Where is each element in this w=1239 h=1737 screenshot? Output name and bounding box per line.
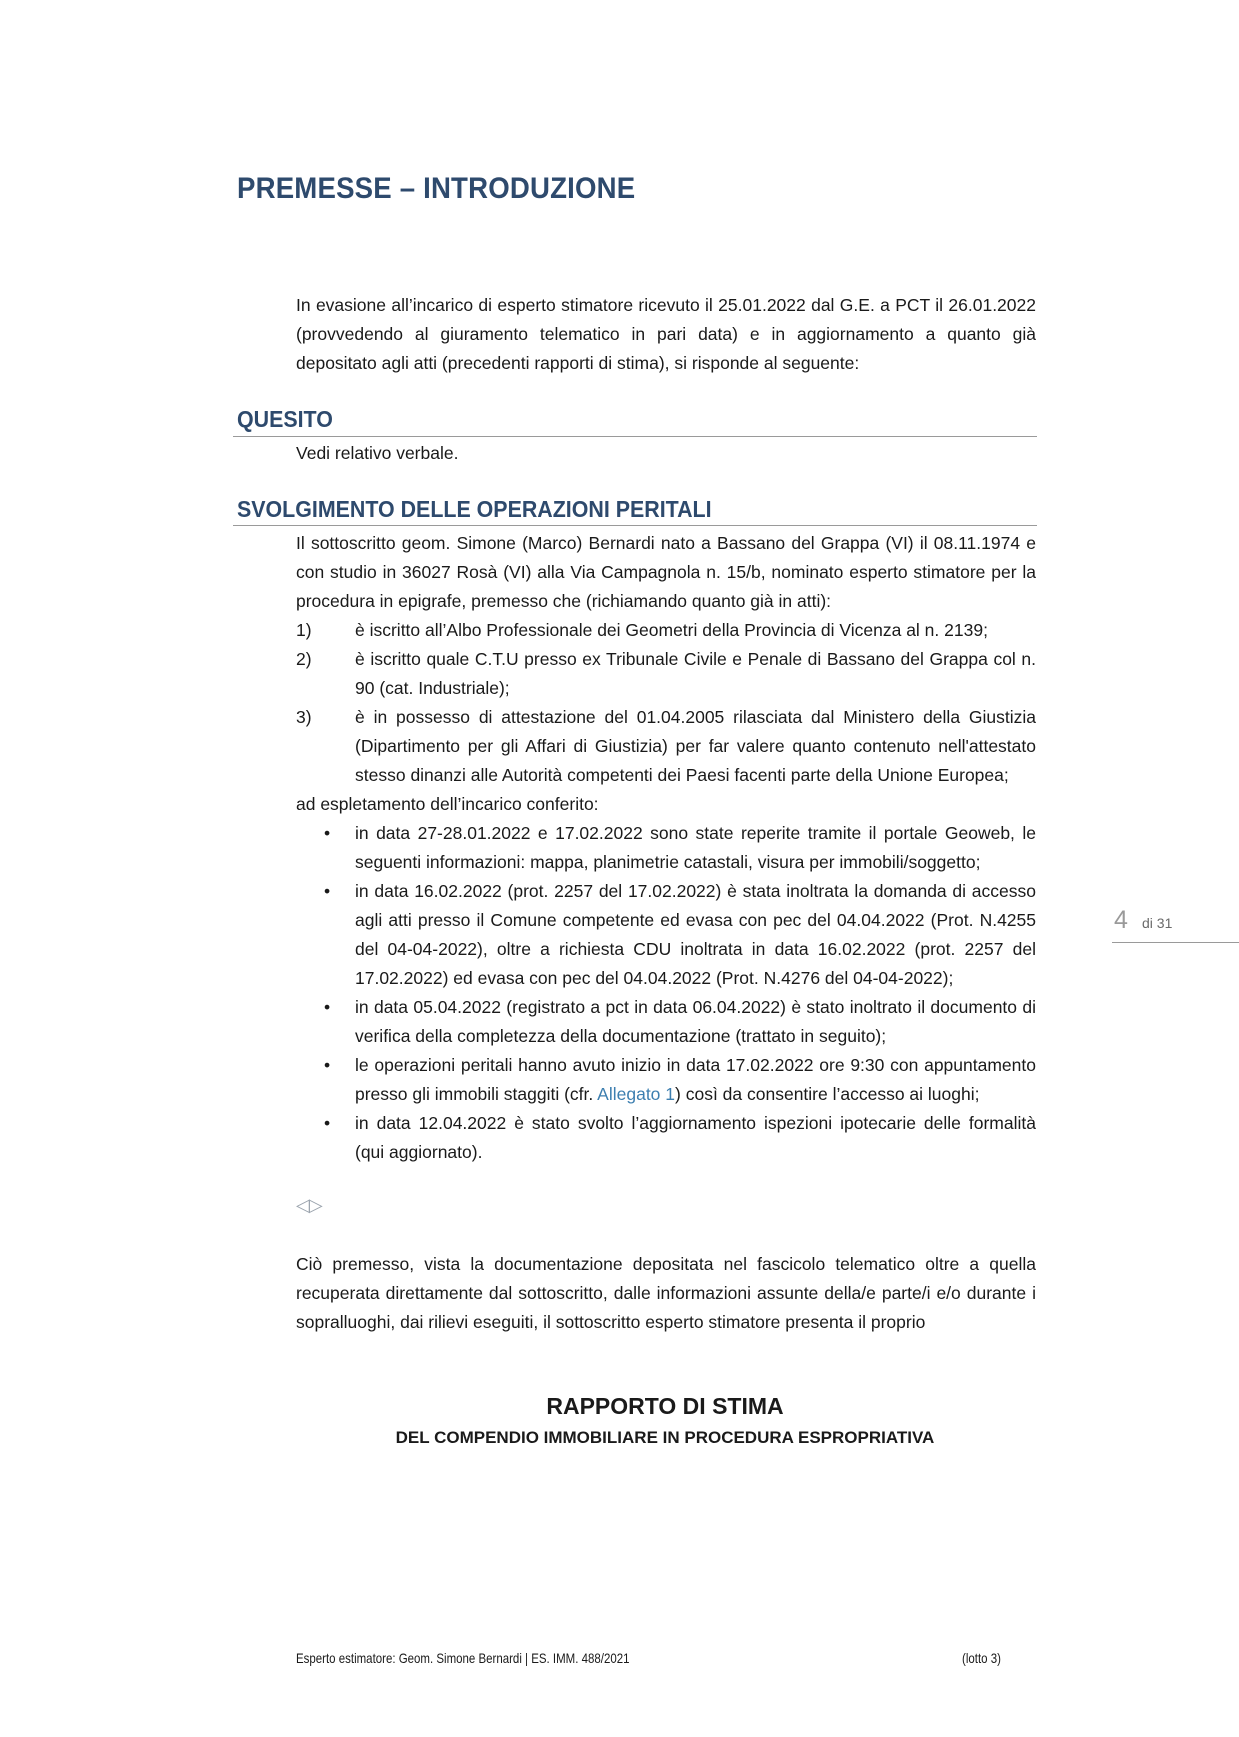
- operations-list: [296, 819, 1036, 1167]
- list-item-text: è iscritto all’Albo Professionale dei Geometri della Provincia di Vicenza al n. 2139;: [355, 620, 988, 640]
- page-number-rule: [1112, 942, 1239, 943]
- list-item-text: in data 27-28.01.2022 e 17.02.2022 sono state reperite tramite il portale Geoweb, le seguenti informazioni: mappa, planimetrie catastali, visura per immobili/soggetto;: [355, 823, 1036, 872]
- list-item: [296, 645, 1036, 703]
- bullet-icon: •: [324, 823, 331, 843]
- page-heading: PREMESSE – INTRODUZIONE: [237, 172, 636, 205]
- list-item-number: 3): [296, 707, 312, 727]
- quesito-heading: QUESITO: [237, 406, 333, 432]
- intro-paragraph: [296, 291, 1036, 378]
- list-item-number: 2): [296, 649, 312, 669]
- quesito-paragraph: [296, 439, 1036, 468]
- list-item: [296, 1109, 1036, 1167]
- svolgimento-heading: SVOLGIMENTO DELLE OPERAZIONI PERITALI: [237, 496, 712, 522]
- report-title: RAPPORTO DI STIMA: [546, 1393, 784, 1419]
- svolgimento-body: [296, 529, 1036, 1167]
- list-item-text: è iscritto quale C.T.U presso ex Tribunale Civile e Penale di Bassano del Grappa col n. 90 (cat. Industriale);: [355, 649, 1036, 698]
- list-item-text: in data 12.04.2022 è stato svolto l’aggiornamento ispezioni ipotecarie delle formalità (qui aggiornato).: [355, 1113, 1036, 1162]
- list-item-number: 1): [296, 620, 312, 640]
- quesito-text: Vedi relativo verbale.: [296, 443, 459, 463]
- list-item: [296, 616, 1036, 645]
- bullet-icon: •: [324, 997, 331, 1017]
- report-subtitle: DEL COMPENDIO IMMOBILIARE IN PROCEDURA ESPROPRIATIVA: [395, 1428, 935, 1447]
- page-number: 4: [1114, 906, 1128, 934]
- closing-text: Ciò premesso, vista la documentazione depositata nel fascicolo telematico oltre a quella recuperata direttamente dal sottoscritto, dalle informazioni assunte della/e parte/i e/o durante i sopralluoghi, dai rilievi eseguiti, il sottoscritto esperto stimatore presenta il proprio: [296, 1254, 1036, 1332]
- list-item-text: in data 16.02.2022 (prot. 2257 del 17.02.2022) è stata inoltrata la domanda di accesso agli atti presso il Comune competente ed evasa con pec del 04.04.2022 (Prot. N.4255 del 04-04-2022), oltre a richiesta CDU inoltrata in data 16.02.2022 (prot. 2257 del 17.02.2022) ed evasa con pec del 04.04.2022 (Prot. N.4276 del 04-04-2022);: [355, 881, 1036, 988]
- bullet-icon: •: [324, 1113, 331, 1133]
- list-item: [296, 703, 1036, 790]
- footer-left: Esperto estimatore: Geom. Simone Bernardi | ES. IMM. 488/2021: [296, 1650, 630, 1666]
- list-item: [296, 993, 1036, 1051]
- list-item-text: le operazioni peritali hanno avuto inizio in data 17.02.2022 ore 9:30 con appuntamento presso gli immobili staggiti (cfr.: [355, 1055, 1036, 1104]
- list-item-text-tail: ) così da consentire l’accesso ai luoghi;: [675, 1084, 980, 1104]
- bullet-icon: •: [324, 1055, 331, 1075]
- list-item: [296, 1051, 1036, 1109]
- quesito-rule: [233, 436, 1037, 437]
- closing-paragraph: [296, 1250, 1036, 1337]
- list-item-text: in data 05.04.2022 (registrato a pct in data 06.04.2022) è stato inoltrato il documento di verifica della completezza della documentazione (trattato in seguito);: [355, 997, 1036, 1046]
- operations-lead: ad espletamento dell’incarico conferito:: [296, 794, 599, 814]
- list-item: [296, 819, 1036, 877]
- page-total: di 31: [1142, 915, 1173, 931]
- prev-next-nav-icon[interactable]: ◁▷: [296, 1195, 322, 1215]
- allegato-link[interactable]: Allegato 1: [597, 1084, 676, 1104]
- list-item-text: è in possesso di attestazione del 01.04.2005 rilasciata dal Ministero della Giustizia (Dipartimento per gli Affari di Giustizia) per far valere quanto contenuto nell'attestato stesso dinanzi alle Autorità competenti dei Paesi facenti parte della Unione Europea;: [355, 707, 1036, 785]
- bullet-icon: •: [324, 881, 331, 901]
- footer-right: (lotto 3): [962, 1650, 1001, 1666]
- list-item: [296, 877, 1036, 993]
- svolgimento-rule: [233, 525, 1037, 526]
- svolgimento-intro: Il sottoscritto geom. Simone (Marco) Bernardi nato a Bassano del Grappa (VI) il 08.11.1974 e con studio in 36027 Rosà (VI) alla Via Campagnola n. 15/b, nominato esperto stimatore per la procedura in epigrafe, premesso che (richiamando quanto già in atti):: [296, 533, 1036, 611]
- intro-text: In evasione all’incarico di esperto stimatore ricevuto il 25.01.2022 dal G.E. a PCT il 26.01.2022 (provvedendo al giuramento telematico in pari data) e in aggiornamento a quanto già depositato agli atti (precedenti rapporti di stima), si risponde al seguente:: [296, 295, 1036, 373]
- requirements-list: [296, 616, 1036, 790]
